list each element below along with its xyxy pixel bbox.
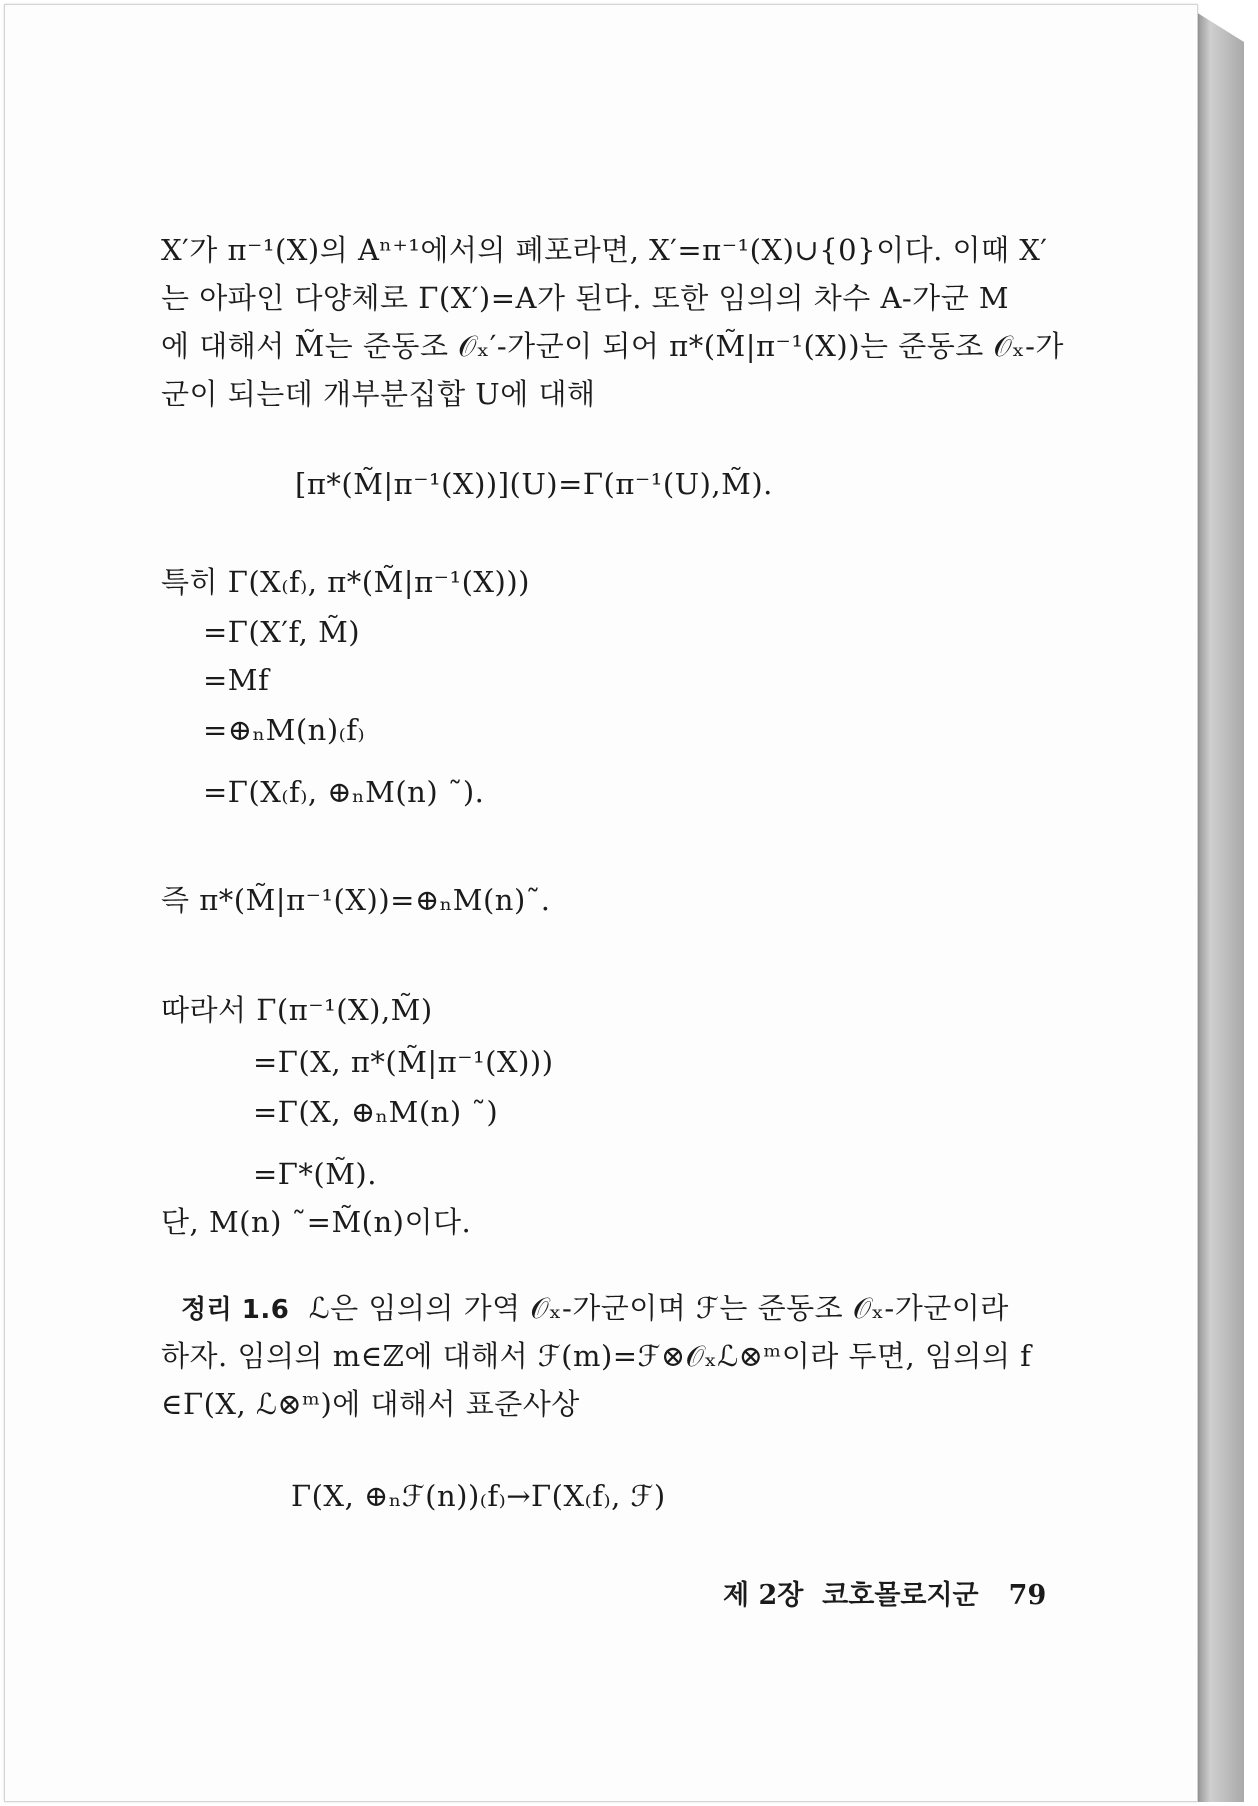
theorem-equation: Γ(X, ⊕ₙℱ(n))₍f₎→Γ(X₍f₎, ℱ) bbox=[291, 1479, 666, 1513]
page-footer bbox=[723, 1573, 1046, 1612]
theorem-line-3: ∈Γ(X, ℒ⊗ᵐ)에 대해서 표준사상 bbox=[161, 1387, 580, 1421]
paragraph-line-2: 는 아파인 다양체로 Γ(X′)=A가 된다. 또한 임의의 차수 A-가군 M bbox=[161, 281, 1010, 315]
paragraph-line-4: 군이 되는데 개부분집합 U에 대해 bbox=[161, 377, 596, 411]
theorem-line-2: 하자. 임의의 m∈ℤ에 대해서 ℱ(m)=ℱ⊗𝒪ₓℒ⊗ᵐ이라 두면, 임의의 f bbox=[161, 1339, 1032, 1373]
derivation2-line-1: 따라서 Γ(π⁻¹(X),M̃) bbox=[161, 993, 433, 1027]
derivation2-line-2: =Γ(X, π*(M̃|π⁻¹(X))) bbox=[253, 1045, 554, 1079]
derivation2-line-5: 단, M(n) ˜=M̃(n)이다. bbox=[161, 1205, 472, 1239]
derivation1-line-1: 특히 Γ(X₍f₎, π*(M̃|π⁻¹(X))) bbox=[161, 565, 530, 599]
derivation1-line-3: =Mf bbox=[203, 663, 270, 697]
derivation2-line-4: =Γ*(M̃). bbox=[253, 1157, 377, 1191]
page-number: 79 bbox=[1008, 1580, 1047, 1611]
derivation1-line-4: =⊕ₙM(n)₍f₎ bbox=[203, 713, 366, 747]
derivation2-line-3: =Γ(X, ⊕ₙM(n) ˜) bbox=[253, 1095, 499, 1129]
display-equation-1: [π*(M̃|π⁻¹(X))](U)=Γ(π⁻¹(U),M̃). bbox=[295, 467, 773, 501]
derivation1-line-2: =Γ(X′f, M̃) bbox=[203, 615, 361, 649]
theorem-line-1 bbox=[181, 1291, 1009, 1327]
theorem-label: 정리 1.6 bbox=[181, 1295, 290, 1325]
display-equation-2: 즉 π*(M̃|π⁻¹(X))=⊕ₙM(n)˜. bbox=[161, 883, 551, 917]
book-page bbox=[4, 4, 1198, 1802]
page-edge-shadow bbox=[1196, 12, 1244, 1802]
paragraph-line-1: X′가 π⁻¹(X)의 Aⁿ⁺¹에서의 폐포라면, X′=π⁻¹(X)∪{0}이다. 이때 X′ bbox=[161, 233, 1048, 267]
theorem-line-1-text: ℒ은 임의의 가역 𝒪ₓ-가군이며 ℱ는 준동조 𝒪ₓ-가군이라 bbox=[308, 1291, 1009, 1325]
derivation1-line-5: =Γ(X₍f₎, ⊕ₙM(n) ˜). bbox=[203, 775, 485, 809]
chapter-title: 제 2장 코호몰로지군 bbox=[723, 1580, 979, 1611]
paragraph-line-3: 에 대해서 M̃는 준동조 𝒪ₓ′-가군이 되어 π*(M̃|π⁻¹(X))는 준동조 𝒪ₓ-가 bbox=[161, 329, 1064, 363]
